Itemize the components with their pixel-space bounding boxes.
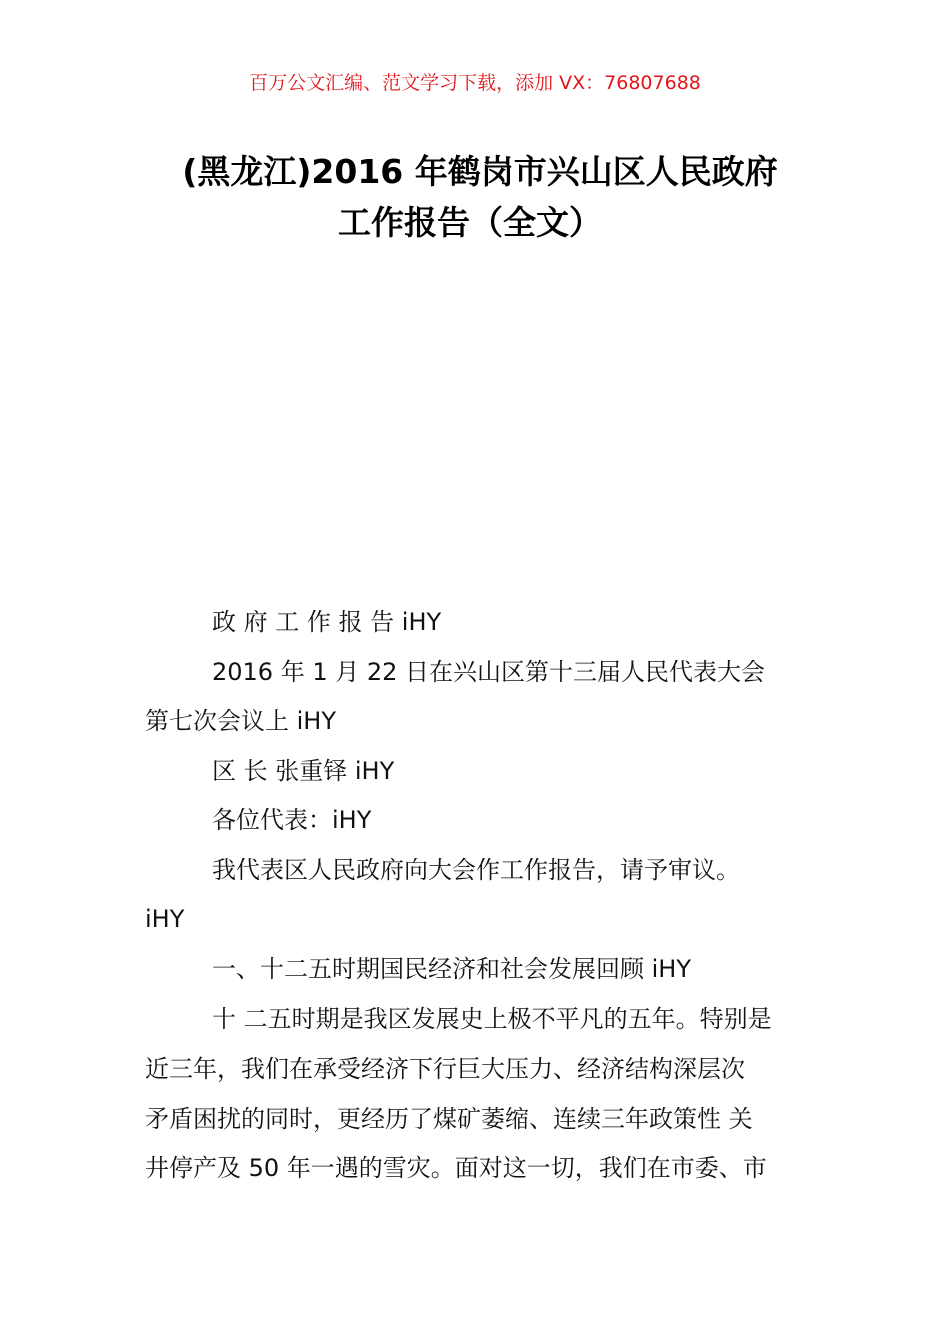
paragraph-line: 十 二五时期是我区发展史上极不平凡的五年。特别是: [212, 1005, 772, 1033]
paragraph-line: iHY: [145, 905, 185, 933]
section-heading: 一、十二五时期国民经济和社会发展回顾 iHY: [212, 955, 692, 983]
report-heading: 政 府 工 作 报 告 iHY: [212, 608, 442, 636]
salutation: 各位代表：iHY: [212, 806, 372, 834]
meeting-date-line: 2016 年 1 月 22 日在兴山区第十三届人民代表大会: [212, 658, 766, 686]
title-line-2: 工作报告（全文）: [338, 203, 602, 242]
header-note: 百万公文汇编、范文学习下载，添加 VX：76807688: [249, 72, 701, 94]
paragraph-line: 我代表区人民政府向大会作工作报告，请予审议。: [212, 856, 740, 884]
paragraph-line: 井停产及 50 年一遇的雪灾。面对这一切，我们在市委、市: [145, 1154, 767, 1182]
speaker-line: 区 长 张重铎 iHY: [212, 757, 395, 785]
title-line-1: (黑龙江)2016 年鹤岗市兴山区人民政府: [182, 152, 778, 191]
meeting-date-line-cont: 第七次会议上 iHY: [145, 707, 337, 735]
paragraph-line: 近三年，我们在承受经济下行巨大压力、经济结构深层次: [145, 1055, 745, 1083]
paragraph-line: 矛盾困扰的同时，更经历了煤矿萎缩、连续三年政策性 关: [145, 1105, 753, 1133]
